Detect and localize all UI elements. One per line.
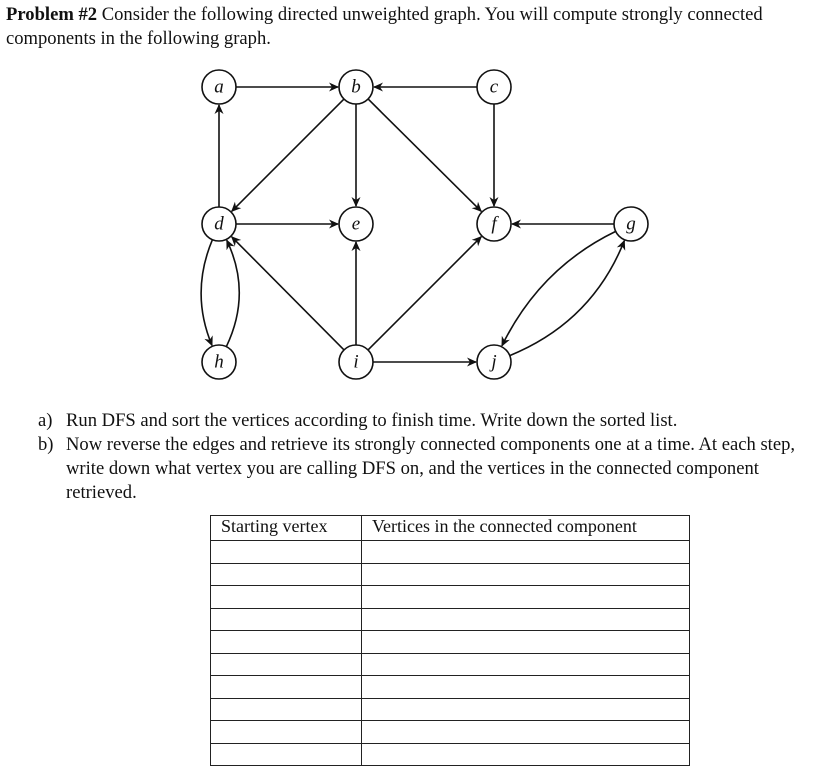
node-h (202, 345, 236, 379)
component-cell[interactable] (362, 743, 690, 766)
component-cell[interactable] (362, 563, 690, 586)
component-cell[interactable] (362, 698, 690, 721)
question-text: Now reverse the edges and retrieve its strongly connected components one at a time. At each step, write down what vertex you are calling DFS on, and the vertices in the connected component retrieved. (66, 434, 796, 503)
edge-h-to-d (226, 240, 239, 346)
table-row (211, 653, 690, 676)
edge-b-to-d (232, 99, 344, 211)
starting-vertex-cell[interactable] (211, 698, 362, 721)
edge-i-to-f (368, 237, 481, 350)
node-g (614, 207, 648, 241)
starting-vertex-cell[interactable] (211, 563, 362, 586)
answer-table (210, 515, 690, 766)
starting-vertex-cell[interactable] (211, 743, 362, 766)
table-row (211, 631, 690, 654)
component-cell[interactable] (362, 631, 690, 654)
starting-vertex-cell[interactable] (211, 721, 362, 744)
node-h-label: h (214, 351, 224, 373)
node-a-label: a (214, 76, 224, 98)
node-g-label: g (626, 213, 636, 235)
node-c (477, 70, 511, 104)
component-cell[interactable] (362, 676, 690, 699)
question-text: Run DFS and sort the vertices according to finish time. Write down the sorted list. (66, 410, 678, 431)
table-row (211, 698, 690, 721)
table-row (211, 721, 690, 744)
component-cell[interactable] (362, 586, 690, 609)
table-header-row (211, 516, 690, 541)
edge-i-to-d (232, 237, 344, 350)
component-cell[interactable] (362, 721, 690, 744)
node-b (339, 70, 373, 104)
node-b-label: b (351, 76, 361, 98)
table-row (211, 676, 690, 699)
table-row (211, 743, 690, 766)
node-i-label: i (353, 351, 359, 373)
question-marker: a) (38, 410, 53, 431)
starting-vertex-cell[interactable] (211, 541, 362, 564)
node-c-label: c (489, 76, 499, 98)
node-e (339, 207, 373, 241)
starting-vertex-cell[interactable] (211, 631, 362, 654)
edge-d-to-h (201, 240, 212, 346)
question-marker: b) (38, 434, 54, 455)
question-b (38, 433, 828, 505)
question-list (38, 409, 828, 505)
problem-description: Consider the following directed unweighted graph. You will compute strongly connected components in the following graph. (6, 4, 763, 49)
answer-table-body (211, 541, 690, 766)
node-e-label: e (351, 213, 361, 235)
node-i (339, 345, 373, 379)
component-cell[interactable] (362, 608, 690, 631)
component-cell[interactable] (362, 653, 690, 676)
table-row (211, 541, 690, 564)
node-d (202, 207, 236, 241)
node-j-label: j (491, 351, 497, 373)
problem-title: Problem #2 (6, 4, 98, 25)
question-a (38, 409, 828, 433)
node-j (477, 345, 511, 379)
edge-j-to-g (510, 241, 625, 356)
header-connected-component: Vertices in the connected component (362, 516, 690, 541)
table-row (211, 608, 690, 631)
node-d-label: d (214, 213, 224, 235)
starting-vertex-cell[interactable] (211, 653, 362, 676)
starting-vertex-cell[interactable] (211, 586, 362, 609)
table-row (211, 563, 690, 586)
component-cell[interactable] (362, 541, 690, 564)
node-a (202, 70, 236, 104)
starting-vertex-cell[interactable] (211, 676, 362, 699)
starting-vertex-cell[interactable] (211, 608, 362, 631)
header-starting-vertex: Starting vertex (211, 516, 362, 541)
node-f (477, 207, 511, 241)
edge-b-to-f (368, 99, 481, 211)
table-row (211, 586, 690, 609)
node-f-label: f (491, 213, 497, 235)
